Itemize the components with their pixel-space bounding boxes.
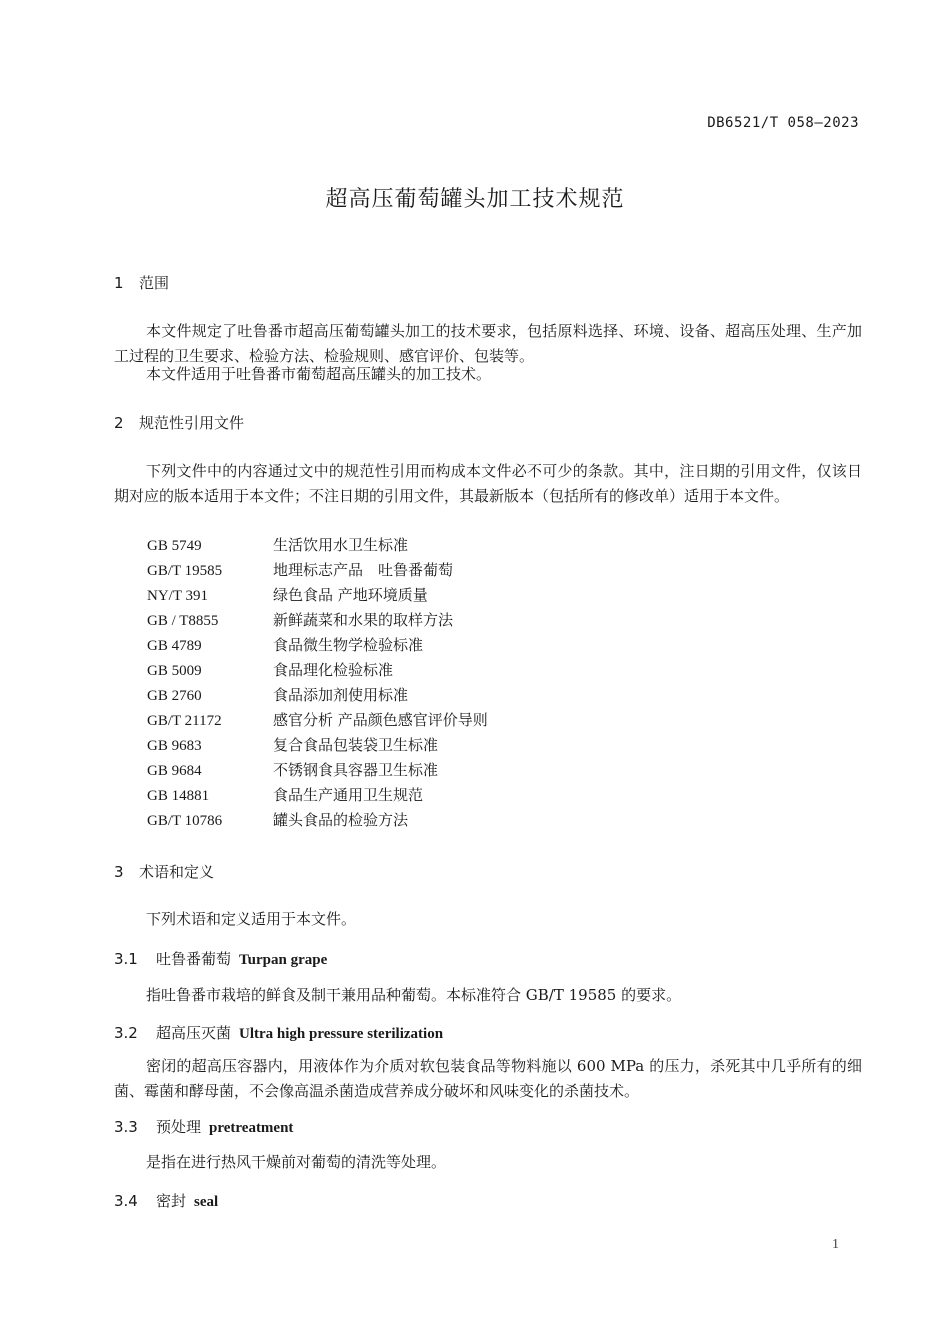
reference-title: 罐头食品的检验方法 <box>273 811 409 829</box>
reference-row <box>147 608 453 633</box>
term-zh: 超高压灭菌 <box>156 1024 232 1042</box>
reference-code: GB 4789 <box>147 638 202 654</box>
term-zh: 预处理 <box>156 1118 202 1136</box>
reference-title: 食品微生物学检验标准 <box>273 636 424 654</box>
term-number: 3.3 <box>114 1118 138 1136</box>
reference-title: 食品添加剂使用标准 <box>273 686 409 704</box>
reference-row <box>147 533 408 558</box>
reference-row <box>147 583 428 608</box>
reference-title: 食品生产通用卫生规范 <box>273 786 424 804</box>
normative-intro: 下列文件中的内容通过文中的规范性引用而构成本文件必不可少的条款。其中，注日期的引用文件，仅该日期对应的版本适用于本文件；不注日期的引用文件，其最新版本（包括所有的修改单）适用于本文件。 <box>114 462 862 505</box>
document-code: DB6521/T 058—2023 <box>707 115 859 131</box>
reference-row <box>147 658 393 683</box>
reference-title: 地理标志产品 吐鲁番葡萄 <box>273 561 454 579</box>
term-zh: 密封 <box>156 1192 187 1210</box>
term-heading <box>114 1190 218 1211</box>
term-en: seal <box>194 1194 219 1210</box>
term-heading <box>114 1116 293 1137</box>
reference-row <box>147 783 423 808</box>
reference-title: 不锈钢食具容器卫生标准 <box>273 761 439 779</box>
reference-row <box>147 808 408 833</box>
reference-code: GB / T8855 <box>147 613 219 629</box>
term-heading <box>114 948 327 969</box>
section-number: 2 <box>114 414 124 432</box>
reference-code: NY/T 391 <box>147 588 208 604</box>
reference-row <box>147 633 423 658</box>
terms-intro: 下列术语和定义适用于本文件。 <box>146 910 357 928</box>
section-number: 3 <box>114 863 124 881</box>
reference-code: GB 2760 <box>147 688 202 704</box>
reference-code: GB 9683 <box>147 738 202 754</box>
term-definition: 指吐鲁番市栽培的鲜食及制干兼用品种葡萄。本标准符合 GB/T 19585 的要求。 <box>146 986 682 1004</box>
section-title: 范围 <box>139 274 170 292</box>
reference-code: GB 5009 <box>147 663 202 679</box>
term-en: Ultra high pressure sterilization <box>239 1026 444 1042</box>
page-number: 1 <box>832 1237 839 1252</box>
section-title: 术语和定义 <box>139 863 215 881</box>
reference-code: GB/T 21172 <box>147 713 222 729</box>
section-heading-scope <box>114 272 169 293</box>
reference-code: GB 5749 <box>147 538 202 554</box>
reference-title: 复合食品包装袋卫生标准 <box>273 736 439 754</box>
reference-code: GB/T 19585 <box>147 563 223 579</box>
term-number: 3.2 <box>114 1024 138 1042</box>
section-heading-normative <box>114 412 244 433</box>
reference-row <box>147 708 488 733</box>
section-heading-terms <box>114 861 214 882</box>
term-definition: 密闭的超高压容器内，用液体作为介质对软包装食品等物料施以 600 MPa 的压力，杀死其中几乎所有的细菌、霉菌和酵母菌，不会像高温杀菌造成营养成分破坏和风味变化的杀菌技术。 <box>114 1057 862 1100</box>
reference-title: 生活饮用水卫生标准 <box>273 536 409 554</box>
term-number: 3.4 <box>114 1192 138 1210</box>
scope-paragraph-2: 本文件适用于吐鲁番市葡萄超高压罐头的加工技术。 <box>146 365 492 383</box>
term-number: 3.1 <box>114 950 138 968</box>
reference-title: 感官分析 产品颜色感官评价导则 <box>273 711 488 729</box>
reference-title: 食品理化检验标准 <box>273 661 394 679</box>
term-heading <box>114 1022 443 1043</box>
section-title: 规范性引用文件 <box>139 414 245 432</box>
scope-paragraph-1: 本文件规定了吐鲁番市超高压葡萄罐头加工的技术要求，包括原料选择、环境、设备、超高压处理、生产加工过程的卫生要求、检验方法、检验规则、感官评价、包装等。 <box>114 322 862 365</box>
reference-row <box>147 683 408 708</box>
reference-code: GB 14881 <box>147 788 210 804</box>
reference-code: GB 9684 <box>147 763 202 779</box>
reference-row <box>147 758 438 783</box>
section-number: 1 <box>114 274 124 292</box>
reference-row <box>147 733 438 758</box>
reference-code: GB/T 10786 <box>147 813 223 829</box>
reference-title: 新鲜蔬菜和水果的取样方法 <box>273 611 454 629</box>
term-en: Turpan grape <box>239 952 328 968</box>
reference-row <box>147 558 453 583</box>
term-zh: 吐鲁番葡萄 <box>156 950 232 968</box>
term-definition: 是指在进行热风干燥前对葡萄的清洗等处理。 <box>146 1153 447 1171</box>
document-title: 超高压葡萄罐头加工技术规范 <box>325 187 625 212</box>
reference-title: 绿色食品 产地环境质量 <box>273 586 428 604</box>
term-en: pretreatment <box>209 1120 294 1136</box>
